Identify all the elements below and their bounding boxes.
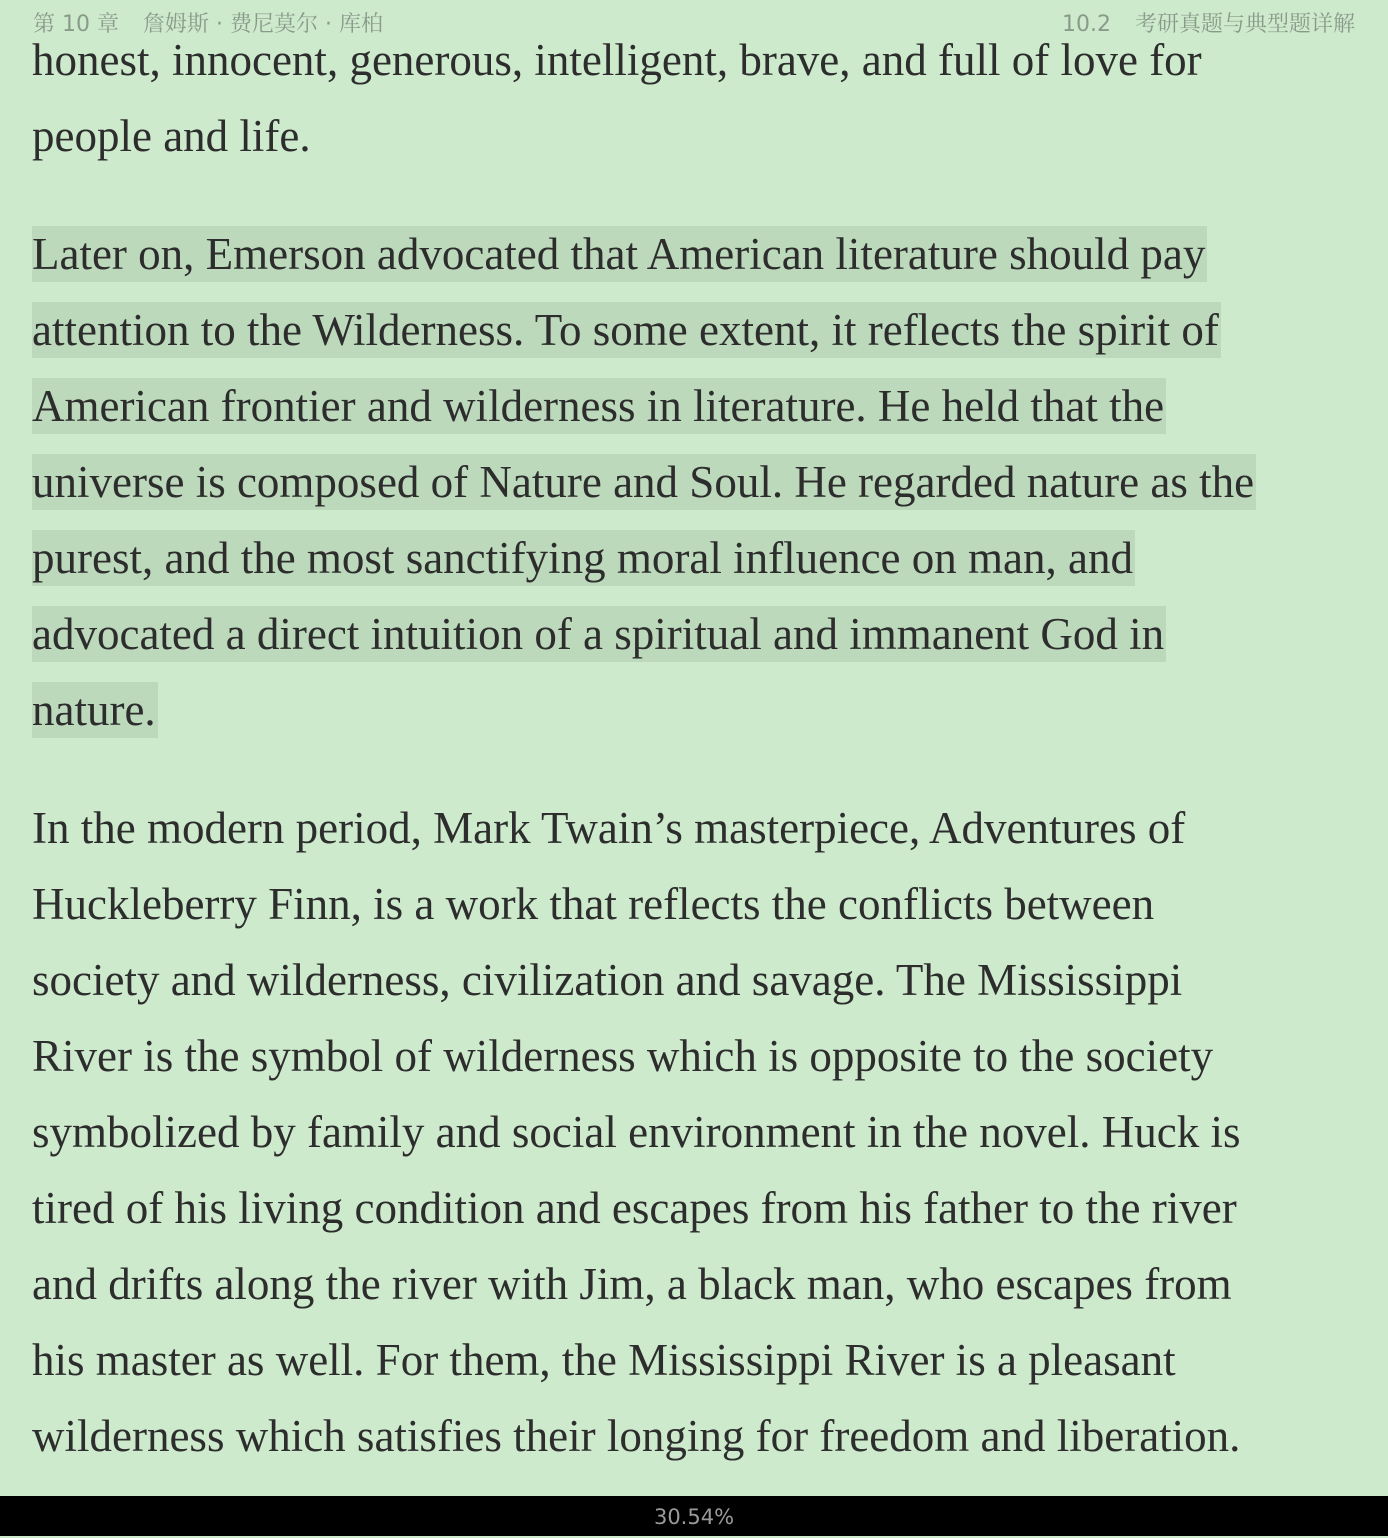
text-line[interactable]: wilderness which satisfies their longing for freedom and liberation. (32, 1411, 1241, 1461)
section-number: 10.2 (1062, 12, 1111, 37)
paragraph-3[interactable] (32, 790, 1362, 1474)
section-title: 考研真题与典型题详解 (1134, 12, 1355, 37)
highlighted-paragraph[interactable] (32, 216, 1362, 748)
text-line[interactable]: and drifts along the river with Jim, a black man, who escapes from (32, 1259, 1232, 1309)
progress-percentage: 30.54% (653, 1505, 735, 1529)
highlighted-line[interactable]: purest, and the most sanctifying moral influence on man, and (32, 520, 1362, 596)
paragraph-spacer (32, 748, 1362, 790)
text-line[interactable]: symbolized by family and social environment in the novel. Huck is (32, 1107, 1241, 1157)
text-line[interactable]: In the modern period, Mark Twain’s masterpiece, Adventures of (32, 803, 1186, 853)
text-line[interactable]: River is the symbol of wilderness which is opposite to the society (32, 1031, 1214, 1081)
text-line[interactable]: honest, innocent, generous, intelligent, brave, and full of love for (32, 35, 1202, 85)
text-line[interactable]: tired of his living condition and escapes from his father to the river (32, 1183, 1237, 1233)
text-line[interactable]: his master as well. For them, the Mississippi River is a pleasant (32, 1335, 1176, 1385)
highlighted-line[interactable]: American frontier and wilderness in literature. He held that the (32, 368, 1362, 444)
reading-progress-bar (0, 1496, 1388, 1536)
highlighted-line[interactable]: advocated a direct intuition of a spiritual and immanent God in (32, 596, 1362, 672)
page-content[interactable] (32, 22, 1362, 1474)
highlighted-line[interactable]: nature. (32, 672, 1362, 748)
paragraph-spacer (32, 174, 1362, 216)
highlighted-line[interactable]: attention to the Wilderness. To some extent, it reflects the spirit of (32, 292, 1362, 368)
highlighted-line[interactable]: Later on, Emerson advocated that American literature should pay (32, 216, 1362, 292)
text-line[interactable]: people and life. (32, 111, 311, 161)
chapter-title: 詹姆斯 · 费尼莫尔 · 库柏 (142, 12, 383, 37)
highlighted-line[interactable]: universe is composed of Nature and Soul. He regarded nature as the (32, 444, 1362, 520)
chapter-number: 第 10 章 (33, 12, 119, 37)
paragraph-1[interactable] (32, 22, 1362, 174)
text-line[interactable]: Huckleberry Finn, is a work that reflects the conflicts between (32, 879, 1155, 929)
text-line[interactable]: society and wilderness, civilization and savage. The Mississippi (32, 955, 1183, 1005)
